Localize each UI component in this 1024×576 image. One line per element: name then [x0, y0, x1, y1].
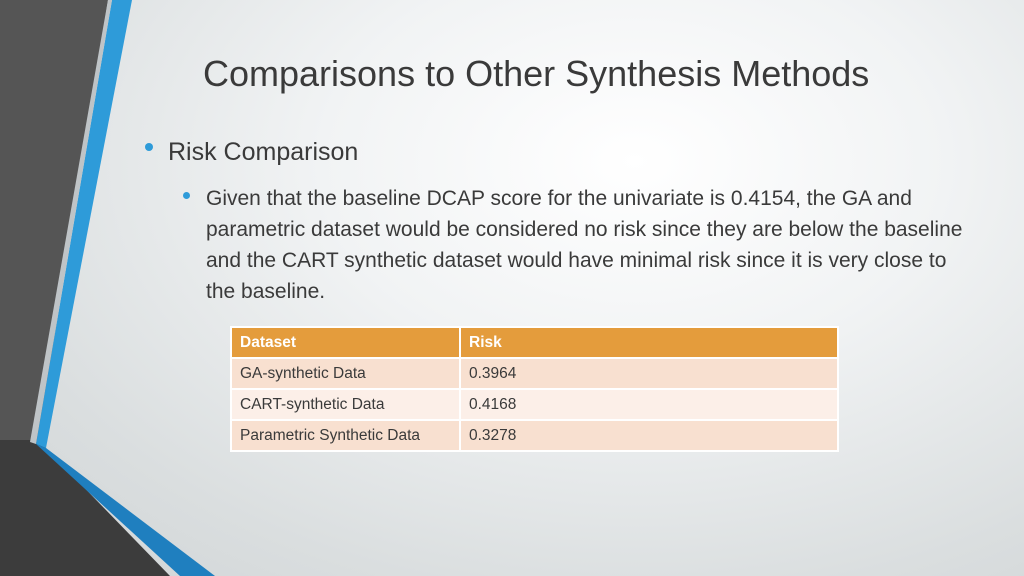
table-header-row [231, 327, 838, 358]
risk-cell: 0.3964 [460, 358, 838, 389]
header-dataset: Dataset [231, 327, 460, 358]
dark-stripe-lower [0, 440, 170, 576]
sub-bullet-text: Given that the baseline DCAP score for the univariate is 0.4154, the GA and parametric dataset would be considered no risk since they are below the baseline and the CART synthetic dataset would have minimal risk since it is very close to the baseline. [206, 187, 963, 303]
risk-cell: 0.3278 [460, 420, 838, 451]
risk-comparison-table [230, 326, 839, 452]
dataset-cell: Parametric Synthetic Data [231, 420, 460, 451]
sub-bullet-dot-icon [183, 192, 190, 199]
table-row [231, 358, 838, 389]
slide-title: Comparisons to Other Synthesis Methods [203, 53, 870, 94]
sub-bullet-baseline [183, 183, 983, 307]
bullet-dot-icon [145, 143, 153, 151]
dataset-cell: CART-synthetic Data [231, 389, 460, 420]
dataset-cell: GA-synthetic Data [231, 358, 460, 389]
table-row [231, 420, 838, 451]
risk-cell: 0.4168 [460, 389, 838, 420]
table-row [231, 389, 838, 420]
header-risk: Risk [460, 327, 838, 358]
bullet-text: Risk Comparison [168, 138, 359, 166]
